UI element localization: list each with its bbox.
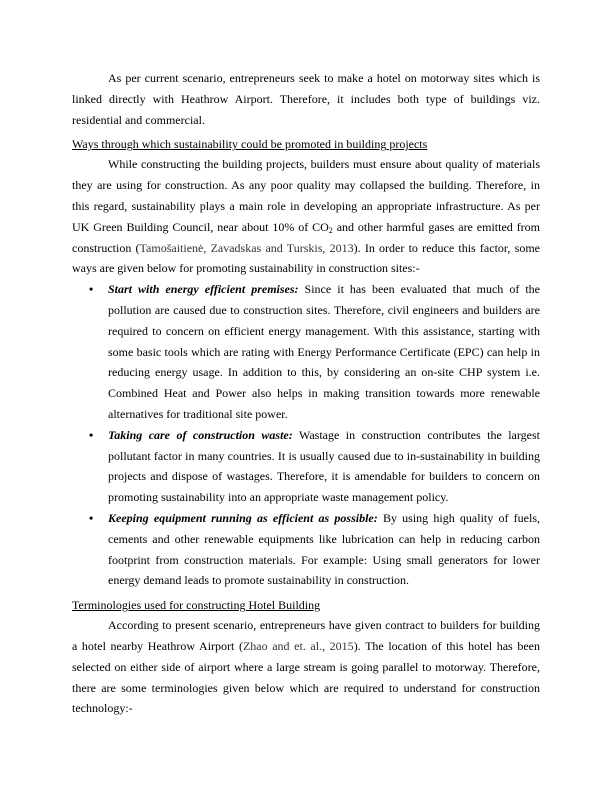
document-page [72, 68, 540, 719]
citation-tamosaitiene: Tamošaitienė, Zavadskas and Turskis, 2013 [139, 240, 354, 255]
bullet-text-equipment: By using high quality of fuels, cements and other renewable equipments like lubrication can help in reducing carbon footprint from construction materials. For example: Using small generators for lower energy demand leads to promote sustainability in construction. [108, 510, 540, 588]
bullet-icon: • [89, 427, 94, 442]
bullet-text-waste: Wastage in construction contributes the largest pollutant factor in many countries. It is usually caused due to in-sustainability in building projects and dispose of wastages. Therefore, it is amendable for builders to concern on promoting sustainability into an appropriate waste management policy. [108, 427, 540, 505]
bullet-lead-waste: Taking care of construction waste: [108, 427, 293, 442]
sustainability-text-start: While constructing the building projects, builders must ensure about quality of materials they are using for construction. As any poor quality may collapsed the building. Therefore, in this regard, sustainability plays a main role in developing an appropriate infrastructure. As per UK Green Building Council, near about 10% of CO [72, 157, 540, 234]
sustainability-text-middle: and other harmful gases are emitted from construction ( [72, 219, 540, 255]
bullet-lead-equipment: Keeping equipment running as efficient as possible: [108, 510, 378, 525]
section-heading-terminologies: Terminologies used for constructing Hotel Building [72, 598, 321, 613]
intro-paragraph [72, 68, 540, 130]
citation-zhao: Zhao and et. al., 2015 [242, 638, 354, 653]
co2-subscript: 2 [328, 225, 333, 235]
sustainability-paragraph [72, 154, 540, 279]
intro-text: As per current scenario, entrepreneurs seek to make a hotel on motorway sites which is linked directly with Heathrow Airport. Therefore, it includes both type of buildings viz. residential and commercial. [72, 71, 540, 127]
sustainability-bullet-list [72, 279, 540, 591]
bullet-text-energy: Since it has been evaluated that much of the pollution are caused due to construction sites. Therefore, civil engineers and builders are required to concern on efficient energy management. With this assistance, starting with some basic tools which are rating with Energy Performance Certificate (EPC) can help in reducing energy usage. In addition to this, by considering an on-site CHP system i.e. Combined Heat and Power also helps in making transition towards more renewable alternatives for traditional site power. [108, 282, 540, 421]
bullet-item-equipment [72, 508, 540, 591]
terminologies-text-end: ). The location of this hotel has been selected on either side of airport where a large stream is going parallel to motorway. Therefore, there are some terminologies given below which are required to understand for construction technology:- [72, 638, 540, 716]
terminologies-text-start: According to present scenario, entrepreneurs have given contract to builders for building a hotel nearby Heathrow Airport ( [72, 618, 540, 653]
bullet-item-energy [72, 279, 540, 425]
bullet-icon: • [89, 282, 94, 297]
section-heading-sustainability: Ways through which sustainability could be promoted in building projects [72, 137, 428, 152]
terminologies-paragraph [72, 615, 540, 719]
sustainability-text-end: ). In order to reduce this factor, some ways are given below for promoting sustainability in construction sites:- [72, 240, 540, 276]
bullet-lead-energy: Start with energy efficient premises: [108, 282, 299, 297]
bullet-item-waste [72, 425, 540, 508]
bullet-icon: • [89, 510, 94, 525]
